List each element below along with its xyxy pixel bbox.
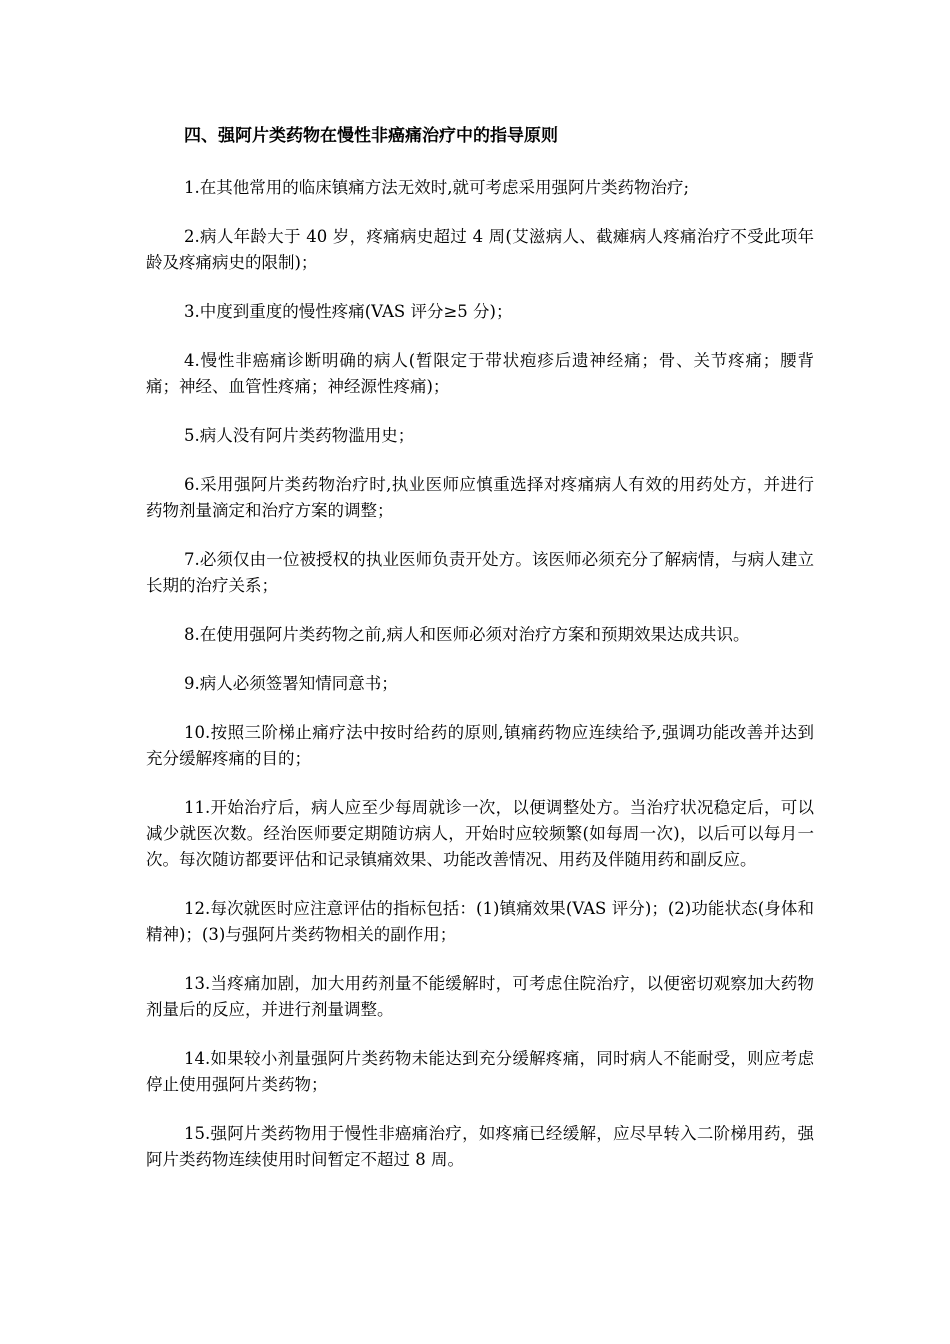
guideline-item-5: 5.病人没有阿片类药物滥用史； — [184, 426, 415, 445]
guideline-item-8: 8.在使用强阿片类药物之前,病人和医师必须对治疗方案和预期效果达成共识。 — [184, 625, 750, 644]
section-heading: 四、强阿片类药物在慢性非癌痛治疗中的指导原则 — [184, 126, 558, 146]
guideline-item-12: 12.每次就医时应注意评估的指标包括：(1)镇痛效果(VAS 评分)；(2)功能状态(身体和精神)；(3)与强阿片类药物相关的副作用； — [146, 899, 814, 944]
guideline-item-1: 1.在其他常用的临床镇痛方法无效时,就可考虑采用强阿片类药物治疗; — [184, 178, 690, 197]
guideline-item-3: 3.中度到重度的慢性疼痛(VAS 评分≥5 分)； — [184, 302, 513, 321]
guideline-item-14: 14.如果较小剂量强阿片类药物未能达到充分缓解疼痛，同时病人不能耐受，则应考虑停止使用强阿片类药物； — [146, 1049, 814, 1094]
guideline-item-2: 2.病人年龄大于 40 岁，疼痛病史超过 4 周(艾滋病人、截瘫病人疼痛治疗不受此项年龄及疼痛病史的限制)； — [146, 227, 814, 272]
guideline-item-10: 10.按照三阶梯止痛疗法中按时给药的原则,镇痛药物应连续给予,强调功能改善并达到充分缓解疼痛的目的； — [146, 723, 814, 768]
guideline-item-9: 9.病人必须签署知情同意书； — [184, 674, 398, 693]
guideline-item-15: 15.强阿片类药物用于慢性非癌痛治疗，如疼痛已经缓解，应尽早转入二阶梯用药，强阿片类药物连续使用时间暂定不超过 8 周。 — [146, 1124, 814, 1169]
guideline-item-13: 13.当疼痛加剧，加大用药剂量不能缓解时，可考虑住院治疗，以便密切观察加大药物剂量后的反应，并进行剂量调整。 — [146, 974, 814, 1019]
document-content — [146, 124, 814, 1196]
guideline-item-11: 11.开始治疗后，病人应至少每周就诊一次，以便调整处方。当治疗状况稳定后，可以减少就医次数。经治医师要定期随访病人，开始时应较频繁(如每周一次)，以后可以每月一次。每次随访都要评估和记录镇痛效果、功能改善情况、用药及伴随用药和副反应。 — [146, 798, 814, 869]
guideline-item-4: 4.慢性非癌痛诊断明确的病人(暂限定于带状疱疹后遗神经痛；骨、关节疼痛；腰背痛；神经、血管性疼痛；神经源性疼痛)； — [146, 351, 814, 396]
guideline-item-6: 6.采用强阿片类药物治疗时,执业医师应慎重选择对疼痛病人有效的用药处方，并进行药物剂量滴定和治疗方案的调整； — [146, 475, 814, 520]
guideline-item-7: 7.必须仅由一位被授权的执业医师负责开处方。该医师必须充分了解病情，与病人建立长期的治疗关系； — [146, 550, 814, 595]
